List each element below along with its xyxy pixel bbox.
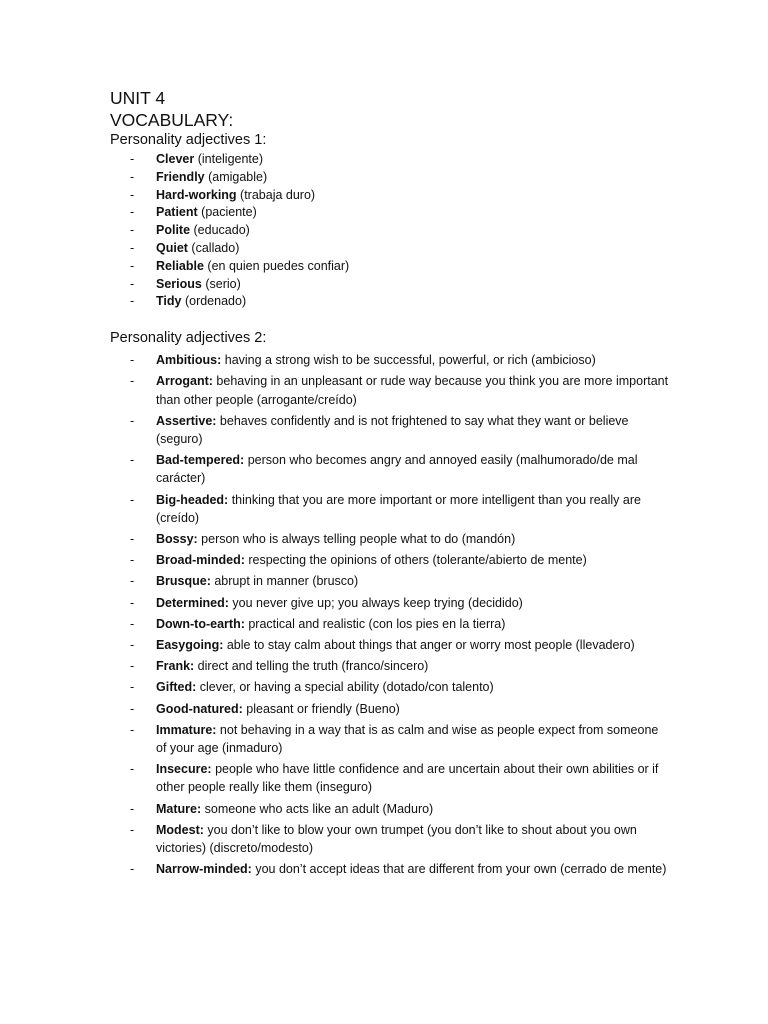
list-item bbox=[110, 657, 670, 675]
dash-bullet: - bbox=[130, 223, 135, 238]
vocab-definition: (amigable) bbox=[204, 169, 268, 184]
list-item bbox=[110, 491, 670, 527]
list-item bbox=[110, 594, 670, 612]
dash-bullet: - bbox=[130, 680, 135, 695]
list-item bbox=[110, 204, 670, 222]
vocab-definition: (ordenado) bbox=[181, 294, 247, 309]
dash-bullet: - bbox=[130, 659, 135, 674]
dash-bullet: - bbox=[130, 822, 135, 837]
vocab-term: Tidy bbox=[156, 294, 182, 309]
vocab-term: Brusque: bbox=[156, 574, 211, 589]
vocab-definition: respecting the opinions of others (tolerante/abierto de mente) bbox=[244, 553, 587, 568]
dash-bullet: - bbox=[130, 276, 135, 291]
vocab-definition: abrupt in manner (brusco) bbox=[210, 574, 359, 589]
vocab-term: Modest: bbox=[156, 822, 204, 837]
list-item bbox=[110, 678, 670, 696]
dash-bullet: - bbox=[130, 413, 135, 428]
vocab-term: Gifted: bbox=[156, 680, 197, 695]
vocab-definition: someone who acts like an adult (Maduro) bbox=[201, 801, 434, 816]
vocab-term: Arrogant: bbox=[156, 374, 213, 389]
vocab-definition: able to stay calm about things that anger or worry most people (llevadero) bbox=[223, 638, 635, 653]
list-item bbox=[110, 412, 670, 448]
vocab-definition: (callado) bbox=[187, 240, 240, 255]
vocab-term: Reliable bbox=[156, 258, 204, 273]
vocab-term: Quiet bbox=[156, 240, 188, 255]
vocab-term: Easygoing: bbox=[156, 638, 224, 653]
dash-bullet: - bbox=[130, 374, 135, 389]
section-1-list bbox=[110, 151, 670, 311]
vocab-definition: people who have little confidence and are uncertain about their own abilities or if other people really like them (inseguro) bbox=[156, 762, 659, 795]
vocab-term: Mature: bbox=[156, 801, 202, 816]
vocab-term: Friendly bbox=[156, 169, 205, 184]
list-item bbox=[110, 276, 670, 294]
vocab-term: Broad-minded: bbox=[156, 553, 245, 568]
dash-bullet: - bbox=[130, 240, 135, 255]
list-item bbox=[110, 700, 670, 718]
vocab-term: Ambitious: bbox=[156, 353, 222, 368]
dash-bullet: - bbox=[130, 595, 135, 610]
dash-bullet: - bbox=[130, 152, 135, 166]
vocab-term: Insecure: bbox=[156, 762, 212, 777]
list-item bbox=[110, 222, 670, 240]
vocab-definition: not behaving in a way that is as calm and wise as people expect from someone of your age (inmaduro) bbox=[156, 722, 659, 756]
dash-bullet: - bbox=[130, 574, 135, 589]
vocab-term: Hard-working bbox=[156, 187, 237, 202]
vocab-term: Polite bbox=[156, 223, 191, 238]
dash-bullet: - bbox=[130, 187, 135, 202]
list-item bbox=[110, 169, 670, 187]
list-item bbox=[110, 615, 670, 633]
vocab-term: Assertive: bbox=[156, 413, 217, 428]
list-item bbox=[110, 240, 670, 258]
dash-bullet: - bbox=[130, 169, 135, 184]
vocab-term: Serious bbox=[156, 276, 202, 291]
vocab-definition: person who is always telling people what to do (mandón) bbox=[197, 532, 516, 546]
section-2-list bbox=[110, 351, 670, 878]
vocab-definition: (educado) bbox=[190, 223, 250, 238]
vocabulary-title: VOCABULARY: bbox=[110, 110, 234, 130]
document-content bbox=[110, 87, 670, 881]
list-item bbox=[110, 351, 670, 369]
list-item bbox=[110, 636, 670, 654]
vocab-definition: behaves confidently and is not frightened to say what they want or believe (seguro) bbox=[156, 413, 629, 446]
vocab-term: Frank: bbox=[156, 659, 195, 674]
dash-bullet: - bbox=[130, 258, 135, 273]
vocab-definition: direct and telling the truth (franco/sincero) bbox=[194, 659, 429, 674]
list-item bbox=[110, 293, 670, 311]
vocab-term: Narrow-minded: bbox=[156, 862, 252, 877]
list-item bbox=[110, 721, 670, 757]
vocab-definition: thinking that you are more important or more intelligent than you really are (creído) bbox=[156, 492, 641, 525]
dash-bullet: - bbox=[130, 801, 135, 816]
dash-bullet: - bbox=[130, 862, 135, 877]
vocab-term: Bossy: bbox=[156, 532, 198, 546]
dash-bullet: - bbox=[130, 638, 135, 653]
vocab-definition: pleasant or friendly (Bueno) bbox=[242, 701, 400, 716]
list-item bbox=[110, 572, 670, 590]
list-item bbox=[110, 760, 670, 796]
list-item bbox=[110, 800, 670, 818]
list-item bbox=[110, 258, 670, 276]
dash-bullet: - bbox=[130, 532, 135, 546]
vocab-term: Bad-tempered: bbox=[156, 453, 245, 468]
list-item bbox=[110, 451, 670, 487]
vocab-definition: (trabaja duro) bbox=[236, 187, 316, 202]
vocab-term: Big-headed: bbox=[156, 492, 229, 507]
dash-bullet: - bbox=[130, 762, 135, 777]
vocab-term: Down-to-earth: bbox=[156, 616, 245, 631]
list-item bbox=[110, 551, 670, 569]
vocab-definition: (paciente) bbox=[197, 205, 257, 220]
vocab-definition: clever, or having a special ability (dotado/con talento) bbox=[196, 680, 494, 695]
vocab-definition: (inteligente) bbox=[194, 152, 264, 166]
vocab-term: Patient bbox=[156, 205, 198, 220]
vocab-definition: you never give up; you always keep trying (decidido) bbox=[228, 595, 523, 610]
dash-bullet: - bbox=[130, 492, 135, 507]
list-item bbox=[110, 860, 670, 878]
dash-bullet: - bbox=[130, 453, 135, 468]
dash-bullet: - bbox=[130, 205, 135, 220]
dash-bullet: - bbox=[130, 701, 135, 716]
section-2-heading: Personality adjectives 2: bbox=[110, 330, 267, 347]
vocab-term: Clever bbox=[156, 152, 195, 166]
dash-bullet: - bbox=[130, 353, 135, 368]
dash-bullet: - bbox=[130, 722, 135, 737]
section-1-heading: Personality adjectives 1: bbox=[110, 132, 267, 148]
vocab-definition: behaving in an unpleasant or rude way because you think you are more important than other people (arrogante/creído) bbox=[156, 374, 669, 407]
list-item bbox=[110, 530, 670, 548]
vocab-definition: you don’t accept ideas that are different from your own (cerrado de mente) bbox=[251, 862, 667, 877]
section-2 bbox=[110, 329, 670, 878]
vocab-term: Immature: bbox=[156, 722, 217, 737]
list-item bbox=[110, 187, 670, 205]
dash-bullet: - bbox=[130, 616, 135, 631]
vocab-definition: person who becomes angry and annoyed easily (malhumorado/de mal carácter) bbox=[156, 453, 638, 486]
list-item bbox=[110, 821, 670, 857]
dash-bullet: - bbox=[130, 294, 135, 309]
vocab-definition: (en quien puedes confiar) bbox=[203, 258, 350, 273]
list-item bbox=[110, 151, 670, 169]
vocab-definition: you don’t like to blow your own trumpet (you don’t like to shout about you own victories) (discreto/modesto) bbox=[156, 822, 637, 856]
vocab-definition: practical and realistic (con los pies en la tierra) bbox=[244, 616, 506, 631]
vocab-term: Good-natured: bbox=[156, 701, 243, 716]
dash-bullet: - bbox=[130, 553, 135, 568]
unit-title: UNIT 4 bbox=[110, 88, 166, 108]
vocab-term: Determined: bbox=[156, 595, 229, 610]
vocab-definition: having a strong wish to be successful, powerful, or rich (ambicioso) bbox=[221, 353, 596, 368]
list-item bbox=[110, 372, 670, 408]
vocab-definition: (serio) bbox=[201, 276, 241, 291]
